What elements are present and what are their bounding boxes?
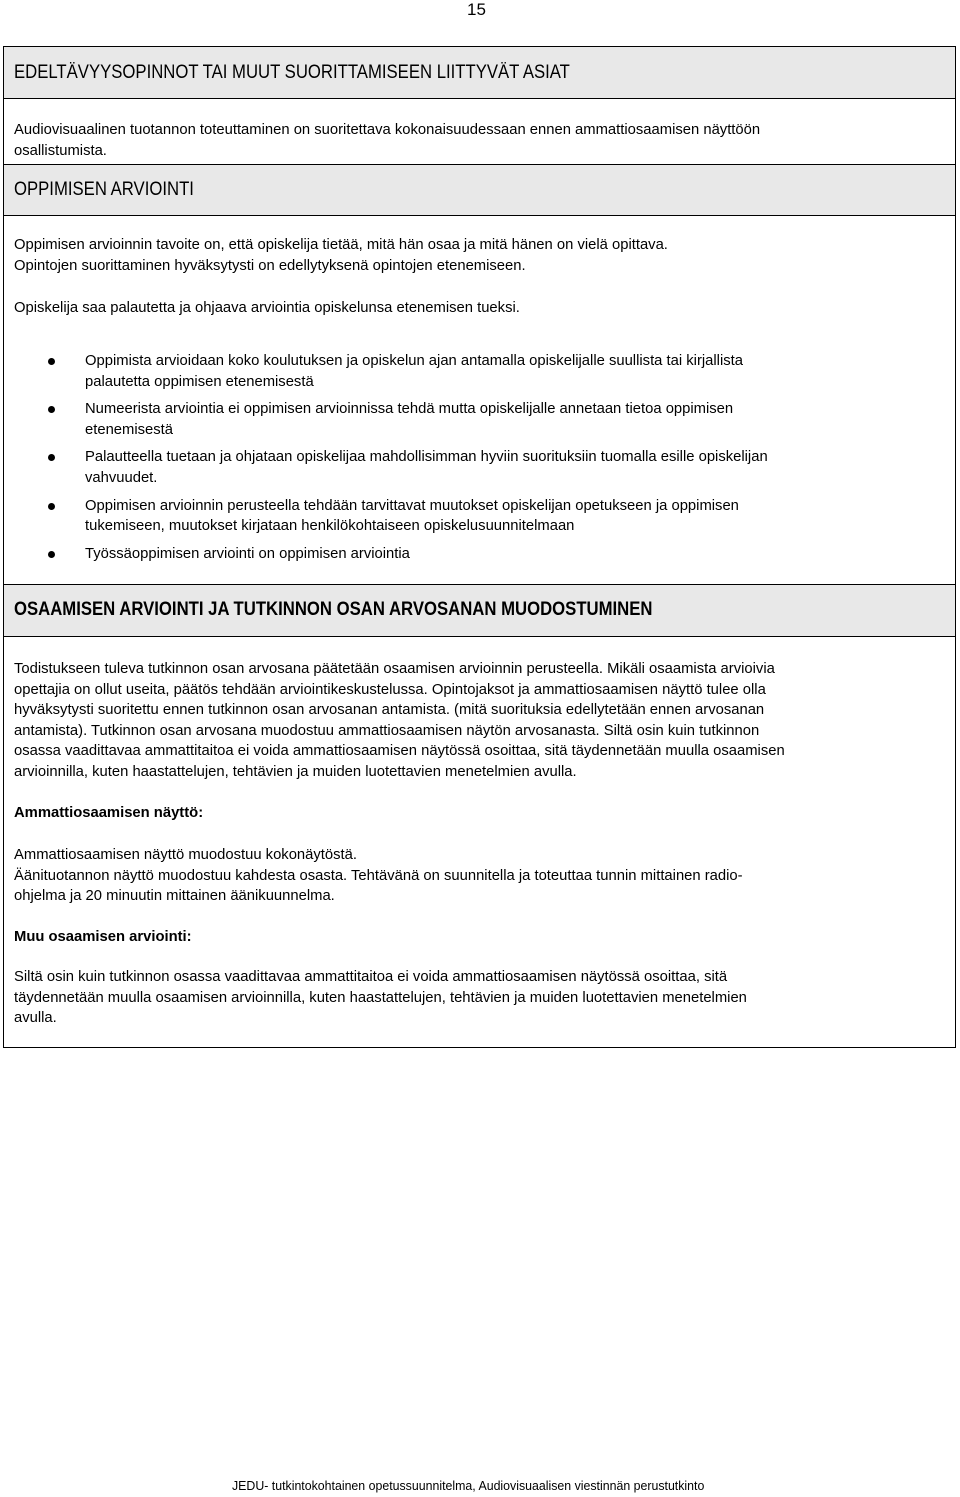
other-assessment-paragraph [14, 967, 944, 1029]
other-assessment-heading: Muu osaamisen arviointi: [14, 929, 192, 945]
grading-text-line: arvioinnilla, kuten haastattelujen, tehtävien ja muiden luotettavien menetelmien avulla. [14, 763, 577, 780]
prerequisites-text [14, 120, 944, 161]
bullet-text-line: Oppimisen arvioinnin perusteella tehdään tarvittavat muutokset opiskelijan opetukseen ja oppimisen [85, 497, 739, 514]
assessment-text-line: Oppimisen arvioinnin tavoite on, että opiskelija tietää, mitä hän osaa ja mitä hänen on vielä opittava. [14, 237, 668, 253]
bullet-text-line: Oppimista arvioidaan koko koulutuksen ja opiskelun ajan antamalla opiskelijalle suullista tai kirjallista [85, 353, 743, 369]
demo-text-line: Äänituotannon näyttö muodostuu kahdesta osasta. Tehtävänä on suunnitella ja toteuttaa tunnin mittainen radio- [14, 867, 743, 884]
bullet-text-line: Numeerista arviointia ei oppimisen arvioinnissa tehdä mutta opiskelijalle annetaan tietoa oppimisen [85, 401, 734, 418]
bullet-icon [48, 551, 55, 558]
demo-text-line: Ammattiosaamisen näyttö muodostuu kokonäytöstä. [14, 847, 357, 863]
page-number: 15 [467, 0, 486, 19]
bullet-item [4, 399, 934, 440]
grading-paragraph [14, 659, 944, 783]
other-assessment-text-line: Siltä osin kuin tutkinnon osassa vaadittavaa ammattitaitoa ei voida ammattiosaamisen näytössä osoittaa, sitä [14, 969, 728, 985]
bullet-item [4, 447, 934, 488]
bullet-text-line: tukemiseen, muutokset kirjataan henkilökohtaiseen opiskelusuunnitelmaan [85, 518, 575, 535]
assessment-bullet-list [4, 351, 934, 564]
section-title-prerequisites: EDELTÄVYYSOPINNOT TAI MUUT SUORITTAMISEEN LIITTYVÄT ASIAT [14, 62, 570, 83]
section-header-grading [4, 584, 955, 637]
demo-paragraph [14, 845, 944, 907]
bullet-text-line: palautetta oppimisen etenemisestä [85, 373, 314, 390]
other-assessment-text-line: täydennetään muulla osaamisen arvioinnilla, kuten haastattelujen, tehtävien ja muiden luotettavien menetelmien [14, 989, 747, 1006]
grading-text-line: hyväksytysti suoritettu ennen tutkinnon osan arvosanan antamista. (mitä suorituksia edellytetään ennen arvosanan [14, 702, 765, 719]
grading-text-line: Todistukseen tuleva tutkinnon osan arvosana päätetään osaamisen arvioinnin perusteella. Mikäli osaamista arvioivia [14, 661, 775, 677]
assessment-paragraph-2: Opiskelija saa palautetta ja ohjaava arviointia opiskelunsa etenemisen tueksi. [14, 300, 520, 316]
bullet-text-line: Palautteella tuetaan ja ohjataan opiskelijaa mahdollisimman hyviin suorituksiin tuomalla esille opiskelijan [85, 449, 768, 466]
bullet-item [4, 496, 934, 537]
section-header-prerequisites [4, 47, 955, 99]
grading-text-line: opettajia on ollut useita, päätös tehdään arviointikeskustelussa. Opintojaksot ja ammattiosaamisen näyttö tulee olla [14, 681, 766, 698]
assessment-text-line: Opintojen suorittaminen hyväksytysti on edellytyksenä opintojen etenemiseen. [14, 257, 526, 274]
bullet-text-line: etenemisestä [85, 421, 174, 438]
bullet-icon [48, 358, 55, 365]
bullet-item [4, 351, 934, 392]
bullet-icon [48, 503, 55, 510]
content-frame [3, 46, 956, 1048]
section-header-assessment [4, 164, 955, 216]
grading-text-line: antamista). Tutkinnon osan arvosana muodostuu ammattiosaamisen näytön arvosanasta. Siltä osin kuin tutkinnon [14, 722, 760, 739]
demo-text-line: ohjelma ja 20 minuutin mittainen äänikuunnelma. [14, 888, 335, 905]
section-title-grading: OSAAMISEN ARVIOINTI JA TUTKINNON OSAN ARVOSANAN MUODOSTUMINEN [14, 599, 653, 620]
bullet-text-line: vahvuudet. [85, 469, 158, 486]
prerequisites-text-line: Audiovisuaalinen tuotannon toteuttaminen on suoritettava kokonaisuudessaan ennen ammattiosaamisen näyttöön [14, 122, 761, 138]
other-assessment-text-line: avulla. [14, 1010, 57, 1027]
grading-text-line: osassa vaadittavaa ammattitaitoa ei voida ammattiosaamisen näytössä osoittaa, sitä täydennetään muulla osaamisen [14, 743, 785, 760]
assessment-paragraph-1 [14, 235, 944, 276]
page-footer: JEDU- tutkintokohtainen opetussuunnitelma, Audiovisuaalisen viestinnän perustutkinto [232, 1478, 705, 1493]
bullet-icon [48, 454, 55, 461]
bullet-item [4, 544, 934, 565]
bullet-text-line: Työssäoppimisen arviointi on oppimisen arviointia [85, 545, 410, 562]
section-title-assessment: OPPIMISEN ARVIOINTI [14, 179, 194, 200]
demo-heading: Ammattiosaamisen näyttö: [14, 805, 204, 821]
bullet-icon [48, 406, 55, 413]
prerequisites-text-line: osallistumista. [14, 142, 107, 159]
